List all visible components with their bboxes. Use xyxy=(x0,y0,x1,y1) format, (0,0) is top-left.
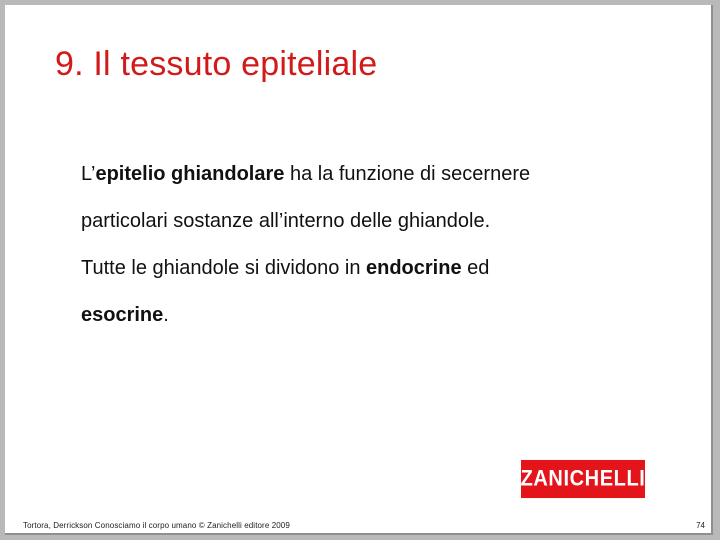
body-text: . xyxy=(163,304,169,326)
slide-body xyxy=(81,151,681,339)
body-text: ed xyxy=(461,257,490,279)
footer-credit: Tortora, Derrickson Conosciamo il corpo umano © Zanichelli editore 2009 xyxy=(23,521,290,530)
body-text: ha la funzione di secernere xyxy=(284,163,531,185)
body-text: L’ xyxy=(81,163,96,185)
slide-title: 9. Il tessuto epiteliale xyxy=(55,45,378,83)
body-line-1 xyxy=(81,151,681,198)
zanichelli-logo: ZANICHELLI xyxy=(521,460,645,498)
body-line-3 xyxy=(81,245,681,292)
slide xyxy=(5,5,713,535)
term-epitelio-ghiandolare: epitelio ghiandolare xyxy=(95,163,285,185)
page-number: 74 xyxy=(696,521,705,530)
term-endocrine: endocrine xyxy=(366,257,462,279)
body-line-2: particolari sostanze all’interno delle ghiandole. xyxy=(81,210,491,232)
body-line-4 xyxy=(81,292,681,339)
body-text: Tutte le ghiandole si dividono in xyxy=(81,257,366,279)
term-esocrine: esocrine xyxy=(81,304,164,326)
